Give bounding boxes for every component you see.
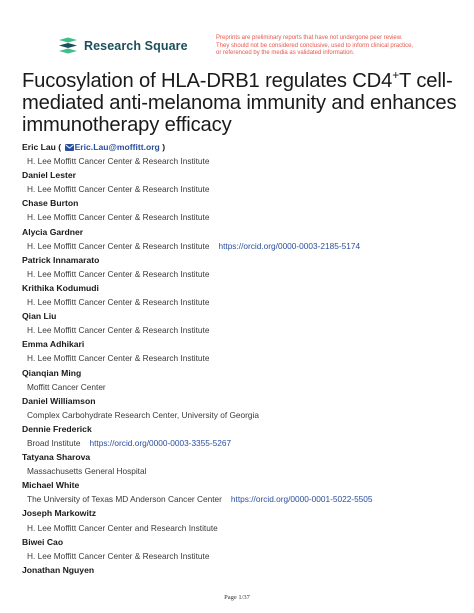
author-affiliation: H. Lee Moffitt Cancer Center and Research Institute bbox=[27, 522, 218, 533]
author-entry bbox=[22, 506, 467, 534]
author-entry bbox=[22, 563, 467, 577]
author-name: Qianqian Ming bbox=[22, 367, 82, 378]
disclaimer-line: or referenced by the media as validated information. bbox=[216, 50, 355, 57]
author-affiliation: H. Lee Moffitt Cancer Center & Research Institute bbox=[27, 156, 210, 167]
author-affiliation-line bbox=[22, 182, 467, 196]
research-square-logo-icon bbox=[57, 37, 79, 54]
author-name-line bbox=[22, 253, 467, 267]
author-affiliation: Massachusetts General Hospital bbox=[27, 466, 147, 477]
author-affiliation-line bbox=[22, 210, 467, 224]
author-entry bbox=[22, 450, 467, 478]
author-name: Emma Adhikari bbox=[22, 339, 85, 350]
author-affiliation: H. Lee Moffitt Cancer Center & Research Institute bbox=[27, 325, 210, 336]
author-affiliation-line bbox=[22, 239, 467, 253]
author-affiliation: H. Lee Moffitt Cancer Center & Research Institute bbox=[27, 297, 210, 308]
author-name: Dennie Frederick bbox=[22, 423, 92, 434]
author-affiliation: Moffitt Cancer Center bbox=[27, 381, 106, 392]
title-line-3: immunotherapy efficacy bbox=[22, 114, 232, 136]
author-name: Jonathan Nguyen bbox=[22, 564, 95, 575]
author-name-line bbox=[22, 478, 467, 492]
preprint-disclaimer bbox=[216, 35, 466, 58]
author-affiliation: Complex Carbohydrate Research Center, University of Georgia bbox=[27, 409, 259, 420]
author-name: Alycia Gardner bbox=[22, 226, 84, 237]
title-superscript: + bbox=[392, 68, 400, 82]
author-name-line bbox=[22, 168, 467, 182]
author-name-line bbox=[22, 140, 467, 154]
author-name-line bbox=[22, 196, 467, 210]
research-square-logo[interactable] bbox=[57, 37, 188, 54]
author-affiliation: H. Lee Moffitt Cancer Center & Research Institute bbox=[27, 212, 210, 223]
author-entry bbox=[22, 253, 467, 281]
author-entry bbox=[22, 196, 467, 224]
author-affiliation: H. Lee Moffitt Cancer Center & Research Institute bbox=[27, 268, 210, 279]
author-entry bbox=[22, 281, 467, 309]
author-affiliation-line bbox=[22, 436, 467, 450]
author-affiliation: H. Lee Moffitt Cancer Center & Research Institute bbox=[27, 550, 210, 561]
author-name: Chase Burton bbox=[22, 198, 79, 209]
author-entry bbox=[22, 535, 467, 563]
author-name-line bbox=[22, 535, 467, 549]
author-entry bbox=[22, 394, 467, 422]
author-entry bbox=[22, 478, 467, 506]
author-entry bbox=[22, 225, 467, 253]
author-affiliation-line bbox=[22, 464, 467, 478]
author-affiliation: H. Lee Moffitt Cancer Center & Research Institute bbox=[27, 184, 210, 195]
author-affiliation-line bbox=[22, 380, 467, 394]
author-name-line bbox=[22, 225, 467, 239]
author-name-line bbox=[22, 281, 467, 295]
email-link[interactable]: Eric.Lau@moffitt.org bbox=[74, 142, 160, 152]
author-name-line bbox=[22, 309, 467, 323]
author-name: Patrick Innamarato bbox=[22, 254, 100, 265]
author-entry bbox=[22, 422, 467, 450]
author-affiliation-line bbox=[22, 323, 467, 337]
page-number: Page 1/37 bbox=[224, 594, 250, 601]
author-name: Michael White bbox=[22, 480, 80, 491]
author-affiliation: H. Lee Moffitt Cancer Center & Research Institute bbox=[27, 240, 210, 251]
author-affiliation-line bbox=[22, 408, 467, 422]
author-entry bbox=[22, 366, 467, 394]
author-name-line bbox=[22, 563, 467, 577]
author-name: Tatyana Sharova bbox=[22, 452, 91, 463]
author-affiliation-line bbox=[22, 295, 467, 309]
disclaimer-line: Preprints are preliminary reports that have not undergone peer review. bbox=[216, 35, 403, 41]
author-affiliation-line bbox=[22, 351, 467, 365]
author-name: Eric Lau bbox=[22, 142, 56, 152]
author-name: Krithika Kodumudi bbox=[22, 282, 99, 293]
header bbox=[0, 0, 474, 66]
author-entry bbox=[22, 309, 467, 337]
orcid-link[interactable]: https://orcid.org/0000-0003-3355-5267 bbox=[89, 437, 232, 448]
author-affiliation: The University of Texas MD Anderson Cancer Center bbox=[27, 494, 222, 505]
title-text: Fucosylation of HLA-DRB1 regulates CD4 bbox=[22, 70, 393, 92]
author-affiliation-line bbox=[22, 492, 467, 506]
author-affiliation: H. Lee Moffitt Cancer Center & Research Institute bbox=[27, 353, 210, 364]
author-entry bbox=[22, 337, 467, 365]
author-name: Daniel Williamson bbox=[22, 395, 96, 406]
author-name: Biwei Cao bbox=[22, 536, 64, 547]
title-line-2: mediated anti-melanoma immunity and enhances bbox=[22, 92, 457, 114]
author-affiliation: Broad Institute bbox=[27, 437, 81, 448]
author-affiliation-line bbox=[22, 549, 467, 563]
author-name-line bbox=[22, 450, 467, 464]
paper-title bbox=[22, 70, 462, 136]
orcid-link[interactable]: https://orcid.org/0000-0001-5022-5505 bbox=[230, 494, 373, 505]
author-name-line bbox=[22, 394, 467, 408]
author-name-line bbox=[22, 337, 467, 351]
author-name-line bbox=[22, 506, 467, 520]
envelope-icon bbox=[65, 144, 74, 151]
author-list bbox=[22, 140, 467, 577]
author-name: Qian Liu bbox=[22, 311, 57, 322]
author-affiliation-line bbox=[22, 267, 467, 281]
title-line-1 bbox=[22, 70, 453, 92]
author-name-line bbox=[22, 366, 467, 380]
author-name: Joseph Markowitz bbox=[22, 508, 97, 519]
author-affiliation-line bbox=[22, 521, 467, 535]
disclaimer-line: They should not be considered conclusive, used to inform clinical practice, bbox=[216, 42, 414, 49]
brand-name: Research Square bbox=[84, 38, 188, 53]
author-entry bbox=[22, 168, 467, 196]
corresponding-email: ( Eric.Lau@moffitt.org ) bbox=[55, 142, 166, 152]
author-affiliation-line bbox=[22, 154, 467, 168]
author-name-line bbox=[22, 422, 467, 436]
orcid-link[interactable]: https://orcid.org/0000-0003-2185-5174 bbox=[218, 240, 361, 251]
author-entry bbox=[22, 140, 467, 168]
title-text: T cell- bbox=[399, 70, 453, 92]
author-name: Daniel Lester bbox=[22, 170, 76, 181]
